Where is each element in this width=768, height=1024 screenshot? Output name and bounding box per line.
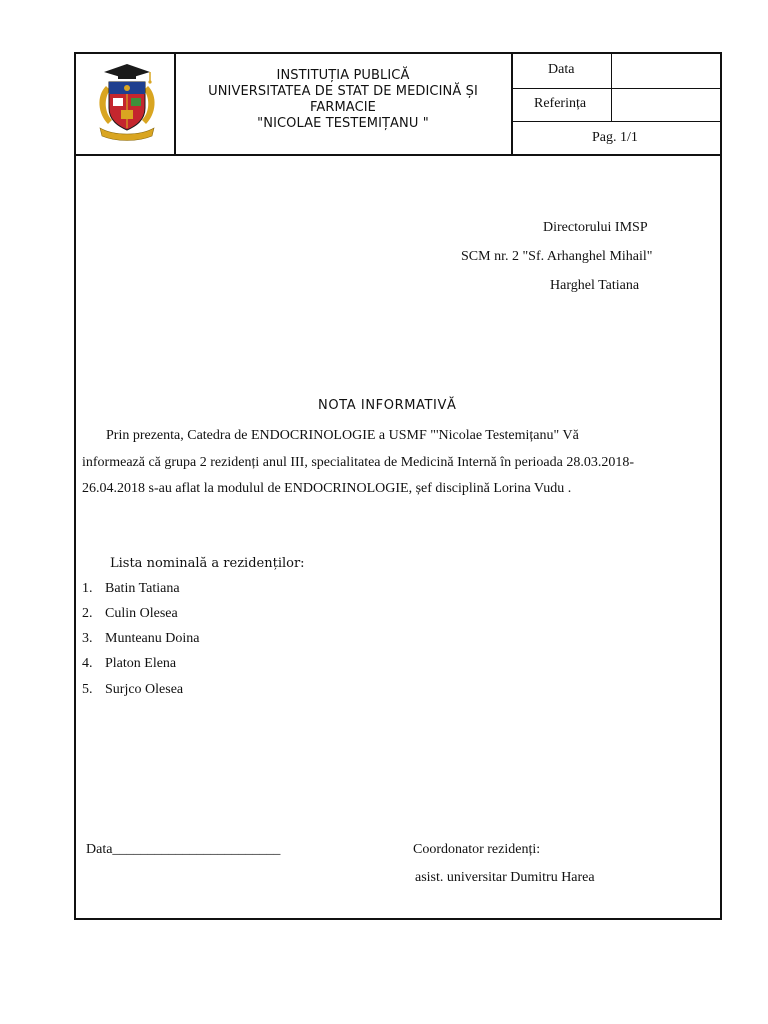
institution-name: [176, 68, 510, 132]
residents-list-label: Lista nominală a rezidenților:: [110, 556, 305, 571]
meta-value-divider: [611, 52, 612, 122]
institution-line-3: FARMACIE: [309, 100, 377, 115]
list-item-name: Batin Tatiana: [105, 581, 180, 596]
list-item-name: Surjco Olesea: [105, 682, 184, 697]
list-item-name: Culin Olesea: [105, 606, 178, 621]
header-divider: [74, 154, 722, 156]
list-item-name: Munteanu Doina: [105, 631, 200, 646]
meta-row-divider-2: [511, 121, 722, 122]
body-line-3: 26.04.2018 s-au aflat la modulul de ENDOCRINOLOGIE, șef disciplină Lorina Vudu .: [82, 481, 572, 496]
university-crest-logo: [92, 62, 162, 142]
institution-line-1: INSTITUȚIA PUBLICĂ: [276, 68, 410, 83]
data-label: Data: [548, 62, 575, 77]
list-item-number: 3.: [82, 631, 93, 646]
list-item-number: 1.: [82, 581, 93, 596]
list-item-number: 4.: [82, 656, 93, 671]
institution-line-2: UNIVERSITATEA DE STAT DE MEDICINĂ ȘI: [208, 84, 478, 99]
referinta-label: Referința: [534, 96, 587, 111]
recipient-line-1: Directorului IMSP: [543, 220, 648, 235]
coordinator-name: asist. universitar Dumitru Harea: [415, 870, 595, 885]
list-item-number: 5.: [82, 682, 93, 697]
institution-line-4: "NICOLAE TESTEMIȚANU ": [257, 116, 429, 131]
meta-row-divider-1: [511, 88, 722, 89]
coordinator-label: Coordonator rezidenți:: [413, 842, 541, 857]
recipient-line-2: SCM nr. 2 "Sf. Arhanghel Mihail": [461, 249, 653, 264]
page-number: Pag. 1/1: [592, 130, 638, 145]
body-line-1: Prin prezenta, Catedra de ENDOCRINOLOGIE a USMF "'Nicolae Testemițanu" Vă: [106, 428, 579, 443]
body-line-2: informează că grupa 2 rezidenți anul III, specialitatea de Medicină Internă în perioada 28.03.2018-: [82, 455, 634, 470]
recipient-line-3: Harghel Tatiana: [550, 278, 640, 293]
list-item-number: 2.: [82, 606, 93, 621]
date-signature-line: Data________________________: [86, 842, 281, 857]
document-title: NOTA INFORMATIVĂ: [318, 398, 457, 413]
list-item-name: Platon Elena: [105, 656, 177, 671]
meta-divider: [511, 52, 513, 156]
